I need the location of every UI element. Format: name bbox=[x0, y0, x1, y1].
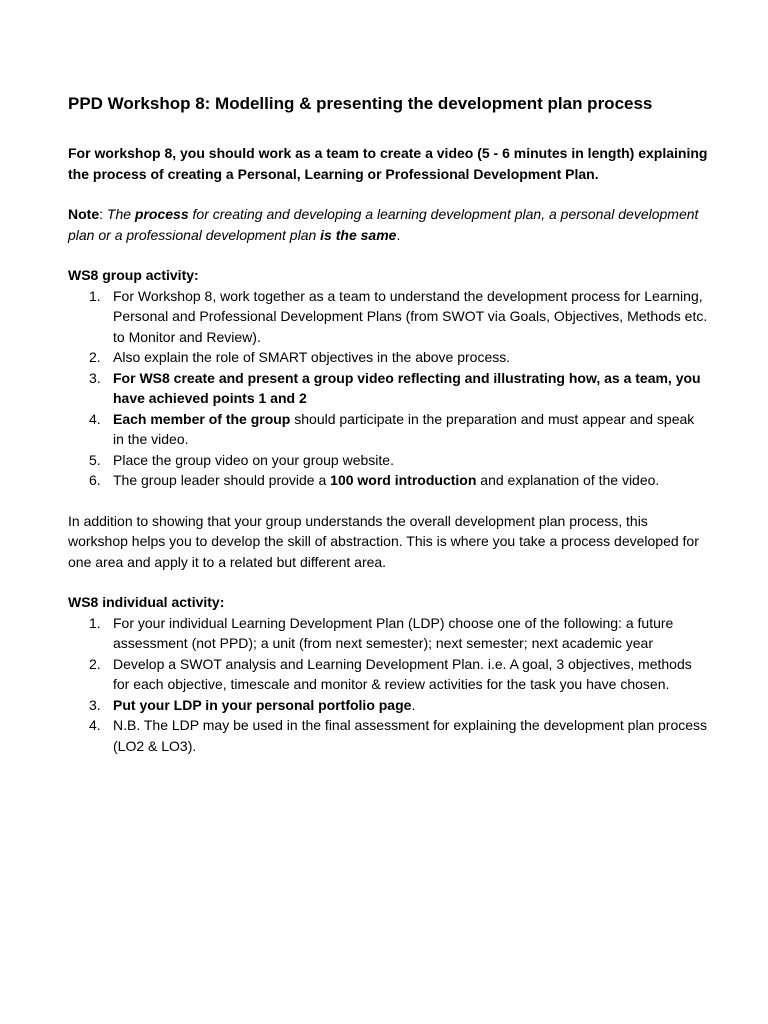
list-item bbox=[68, 286, 708, 348]
individual-activity-list bbox=[68, 613, 708, 757]
list-item-text: and explanation of the video. bbox=[476, 472, 660, 488]
intro-paragraph: For workshop 8, you should work as a team to create a video (5 - 6 minutes in length) explaining the process of creating a Personal, Learning or Professional Development Plan. bbox=[68, 145, 708, 182]
individual-activity-heading: WS8 individual activity: bbox=[68, 594, 225, 610]
list-item-number: 4. bbox=[89, 717, 101, 733]
list-item bbox=[68, 695, 708, 716]
list-item-number: 2. bbox=[89, 655, 101, 672]
list-item-bold-text: Each member of the group bbox=[113, 410, 291, 427]
list-item bbox=[68, 715, 708, 756]
list-item-text: For Workshop 8, work together as a team to understand the development process for Learning, Personal and Professional Development Plans (from SWOT via Goals, Objectives, Methods etc. to Monitor and Review). bbox=[113, 287, 708, 345]
list-item-number: 4. bbox=[89, 410, 101, 427]
list-item-text: The group leader should provide a bbox=[113, 472, 331, 488]
note-text-2: for creating and developing a learning development plan, a personal development plan or a professional development plan bbox=[68, 206, 699, 243]
document-title: PPD Workshop 8: Modelling & presenting the development plan process bbox=[68, 94, 653, 113]
list-item-number: 3. bbox=[89, 696, 101, 713]
note-paragraph bbox=[68, 204, 708, 245]
note-emphasis: is the same bbox=[320, 226, 397, 243]
list-item-text: . bbox=[411, 696, 416, 713]
list-item-text: For your individual Learning Development Plan (LDP) choose one of the following: a future assessment (not PPD); a unit (from next semester); next semester; next academic year bbox=[113, 614, 674, 651]
list-item bbox=[68, 368, 708, 409]
document-page bbox=[68, 92, 708, 776]
list-item-text: Develop a SWOT analysis and Learning Development Plan. i.e. A goal, 3 objectives, methods for each objective, timescale and monitor & review activities for the task you have chosen. bbox=[113, 655, 692, 692]
list-item bbox=[68, 450, 708, 471]
group-activity-list bbox=[68, 286, 708, 491]
list-item-bold-text: 100 word introduction bbox=[330, 472, 477, 488]
list-item bbox=[68, 654, 708, 695]
list-item-text: N.B. The LDP may be used in the final assessment for explaining the development plan process (LO2 & LO3). bbox=[113, 717, 708, 754]
list-item bbox=[68, 409, 708, 450]
list-item-number: 3. bbox=[89, 369, 101, 386]
list-item-number: 1. bbox=[89, 614, 101, 631]
note-text-1: The bbox=[106, 206, 135, 222]
note-process-word: process bbox=[134, 206, 189, 222]
list-item-number: 2. bbox=[89, 349, 101, 365]
list-item-number: 1. bbox=[89, 287, 101, 304]
list-item-text: Also explain the role of SMART objectives in the above process. bbox=[113, 349, 511, 365]
list-item-text: should participate in the preparation and must appear and speak in the video. bbox=[113, 410, 695, 447]
list-item-bold-text: For WS8 create and present a group video reflecting and illustrating how, as a team, you have achieved points 1 and 2 bbox=[113, 369, 701, 406]
list-item-number: 5. bbox=[89, 451, 101, 468]
list-item-bold-text: Put your LDP in your personal portfolio page bbox=[113, 696, 412, 713]
list-item bbox=[68, 613, 708, 654]
group-activity-heading: WS8 group activity: bbox=[68, 267, 199, 283]
note-label: Note bbox=[68, 206, 100, 222]
list-item-text: Place the group video on your group website. bbox=[113, 451, 394, 468]
list-item bbox=[68, 347, 708, 368]
note-end: . bbox=[396, 226, 401, 243]
note-colon: : bbox=[99, 206, 107, 222]
list-item bbox=[68, 470, 708, 491]
list-item-number: 6. bbox=[89, 472, 101, 488]
abstraction-paragraph: In addition to showing that your group understands the overall development plan process, this workshop helps you to develop the skill of abstraction. This is where you take a process developed for one area and apply it to a related but different area. bbox=[68, 512, 699, 570]
